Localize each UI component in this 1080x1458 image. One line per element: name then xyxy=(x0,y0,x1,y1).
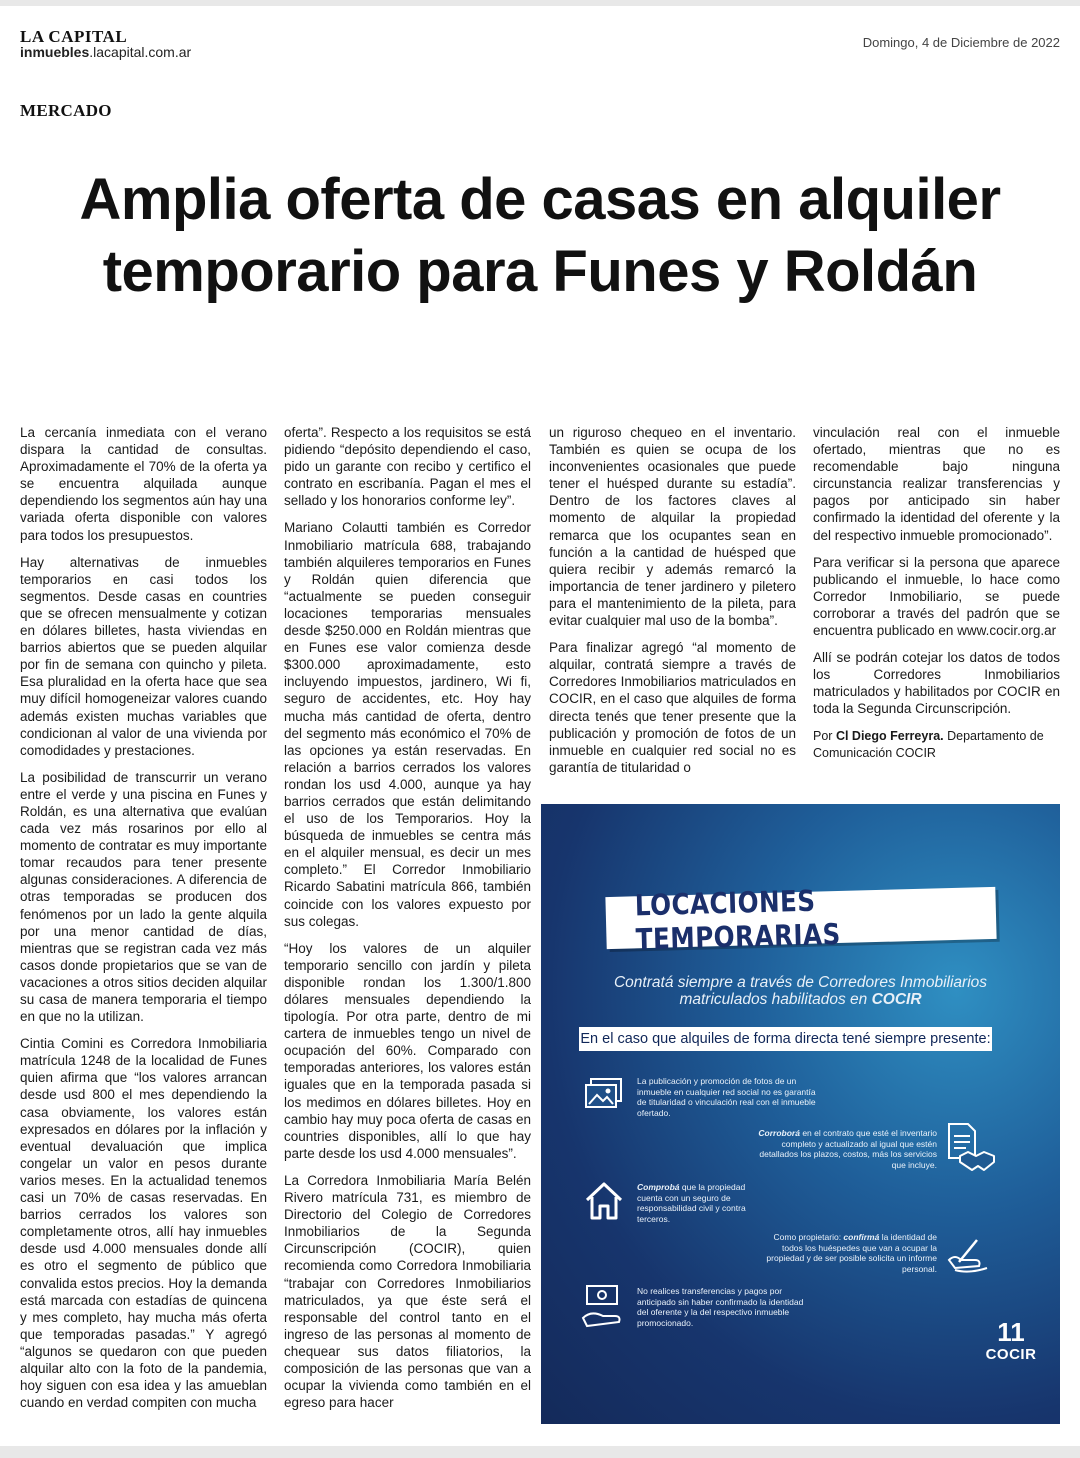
column-1 xyxy=(20,424,267,1421)
site-url-bold: inmuebles xyxy=(20,44,90,60)
money-transfer-icon xyxy=(581,1282,625,1335)
tip-5: No realices transferencias y pagos por anticipado sin haber confirmado la identidad del oferente y la del respectivo inmueble promocionado. xyxy=(637,1286,804,1328)
tagline-brand: COCIR xyxy=(871,991,922,1008)
column-3 xyxy=(549,424,796,786)
byline: Por Cl Diego Ferreyra. Departamento de Comunicación COCIR xyxy=(813,728,1044,760)
tip-3: Comprobá que la propiedad cuenta con un seguro de responsabilidad civil y contra terceros. xyxy=(637,1182,746,1224)
bottom-bar xyxy=(0,1446,1080,1458)
paragraph: La Corredora Inmobiliaria María Belén Rivero matrícula 731, es miembro de Directorio del Colegio de Corredores Inmobiliarios de la Segunda Circunscripción (COCIR), quien recomienda como Corredora Inmobiliaria “trabajar con Corredores Inmobiliarios matriculados, ya que éste será el responsable del control tanto en el ingreso de las personas al momento de chequear sus datos filiatorios, la composición de las personas que van a ocupar la vivienda como también en el egreso para hacer xyxy=(284,1172,531,1411)
paragraph: La cercanía inmediata con el verano dispara la cantidad de consultas. Aproximadamente el 70% de la oferta ya se encuentra alquilada aunque dependiendo los segmentos aún hay una variada oferta disponible con valores para todos los presupuestos. xyxy=(20,425,267,543)
site-url-rest: .lacapital.com.ar xyxy=(89,44,192,60)
paragraph: “Hoy los valores de un alquiler temporario sencillo con jardín y pileta disponible rondan los 1.300/1.800 dólares mensuales dependiendo la tipología. Por otra parte, dentro de mi cartera de inmuebles tengo un nivel de ocupación del 60%. Comparado con temporadas anteriores, los valores están iguales que en la temporada pasada si los medimos en dólares billetes. Hoy en cambio hay muy poca oferta de casas en countries disponibles, allí lo que hay parte desde los usd 4.000 mensuales”. xyxy=(284,940,531,1161)
infographic-strip: En el caso que alquiles de forma directa tené siempre presente: xyxy=(579,1027,992,1051)
infographic-title-banner xyxy=(605,883,996,957)
paragraph: oferta”. Respecto a los requisitos se está pidiendo “depósito dependiendo el caso, pido un garante con recibo y certifico el contrato en escribanía. Pagan el mes el sellado y los honorarios conforme ley”. xyxy=(284,425,531,509)
byline-author: Cl Diego Ferreyra. xyxy=(835,728,944,743)
issue-date: Domingo, 4 de Diciembre de 2022 xyxy=(862,35,1060,50)
infographic-tagline: Contratá siempre a través de Corredores Inmobiliarios matriculados habilitados en COCIR xyxy=(613,974,988,1008)
paragraph: Hay alternativas de inmuebles temporarios en casi todos los segmentos. Desde casas en countries que se ofrecen mensualmente y cotizan en dólares billetes, hasta viviendas en barrios abiertos que se pueden alquilar por fin de semana con quincho y pileta. Esa pluralidad en la oferta hace que sea muy difícil homogeneizar valores cuando además existen muchas variables que condicionan al valor de una vivienda por comodidades y prestaciones. xyxy=(20,554,267,758)
tip-1: La publicación y promoción de fotos de un inmueble en cualquier red social no es garantía de titularidad o vinculación real con el inmueble ofertado. xyxy=(637,1076,816,1118)
paragraph: La posibilidad de transcurrir un verano entre el verde y una piscina en Funes y Roldán, es una alternativa que evalúan cada vez más rosarinos por ello al momento de contratar es muy importante tomar recaudos para tener presente algunas consideraciones. A diferencia de otras temporadas se producen dos fenómenos por un lado la gente alquila por una menor cantidad de días, mientras que se registran cada vez más casos donde propietarios que se van de vacaciones a otros sitios deciden alquilar su casa de manera temporaria el tiempo en que no la utilizan. xyxy=(20,769,267,1025)
column-2 xyxy=(284,424,531,1421)
section-label: MERCADO xyxy=(20,101,112,120)
paragraph: Para finalizar agregó “al momento de alquilar, contratá siempre a través de Corredores Inmobiliarios matriculados en COCIR, en el caso que alquiles de forma directa tenés que tener presente que la publicación y promoción de fotos de un inmueble en cualquier red social no es garantía de titularidad o xyxy=(549,640,796,775)
cocir-logo-number: 11 xyxy=(997,1317,1025,1347)
cocir-logo-text: COCIR xyxy=(985,1346,1037,1363)
paragraph: Mariano Colautti también es Corredor Inmobiliario matrícula 688, trabajando también alquileres temporarios en Funes y Roldán quien diferencia que “actualmente se pueden conseguir locaciones temporarias mensuales desde $250.000 en Roldán mientras que en Funes ese valor comienza desde $300.000 aproximadamente, esto incluyendo impuestos, jardinero, Wi fi, seguro de accidentes, etc. Hoy hay mucha más cantidad de oferta, dentro del segmento más económico el 70% de las opciones ya están reservadas. En relación a barrios cerrados los valores rondan los usd 4.000, aunque ya hay barrios cerrados que están delimitando el uso de los Temporarios. Hoy la búsqueda de inmuebles se centra más en el alquiler mensual, es decir un mes completo.” El Corredor Inmobiliario Ricardo Sabatini matrícula 866, también coincide con los valores expuesto por sus colegas. xyxy=(284,520,531,929)
column-4 xyxy=(813,424,1060,772)
handshake-icon xyxy=(958,1148,996,1179)
hand-writing-icon xyxy=(945,1234,991,1279)
paragraph: vinculación real con el inmueble ofertado, mientras que no es recomendable bajo ninguna circunstancia realizar transferencias y pagos por anticipado sin haber confirmado la identidad del oferente y la del respectivo inmueble promocionado”. xyxy=(813,425,1060,543)
cocir-logo xyxy=(981,1318,1041,1363)
paragraph: Para verificar si la persona que aparece publicando el inmueble, lo hace como Corredor Inmobiliario, se puede corroborar a través del padrón que se encuentra publicado en www.cocir.org.ar xyxy=(813,554,1060,639)
infographic xyxy=(541,804,1060,1424)
tip-2: Corroborá en el contrato que esté el inventario completo y actualizado al igual que estén detallados los plazos, costos, más los servicios que incluye. xyxy=(758,1128,937,1170)
paragraph: Allí se podrán cotejar los datos de todos los Corredores Inmobiliarios matriculados y habilitados por COCIR en toda la Segunda Circunscripción. xyxy=(813,650,1060,717)
house-icon xyxy=(583,1180,625,1227)
site-url[interactable] xyxy=(20,44,191,60)
newspaper-logo: LA CAPITAL xyxy=(20,27,128,46)
paragraph: Cintia Comini es Corredora Inmobiliaria matrícula 1248 de la localidad de Funes quien afirma que “los valores arrancan desde usd 800 el mes dependiendo la casa obviamente, los valores están expresados en dólares por la inflación y eventual devaluación que implica congelar un valor en pesos durante varios meses. En la actualidad tenemos casi un 70% de casas reservadas. En barrios cerrados los valores son completamente otros, allí hay inmuebles desde usd 4.000 mensuales donde allí es otro el segmento de público que convalida estos precios. Hoy la demanda está marcada con estadías de quincena y mes completo, hay mucha más oferta que temporadas pasadas.” Y agregó “algunos se quedaron con que pueden alquilar alto con la foto de la pandemia, hoy siguen con esa idea y las amueblan cuando en verdad compiten con mucha xyxy=(20,1036,267,1411)
photos-icon xyxy=(581,1076,625,1121)
top-bar xyxy=(0,0,1080,6)
infographic-title: LOCACIONES TEMPORARIAS xyxy=(634,883,842,957)
paragraph: un riguroso chequeo en el inventario. También es quien se ocupa de los inconvenientes ocasionales que puede tener el huésped durante su estadía”. Dentro de los factores claves al momento de alquilar la propiedad remarca que los ocupantes sean en función a la cantidad de huésped que quiera recibir y además remarcó la importancia de tener jardinero y piletero para el mantenimiento de la pileta, para evitar cualquier mal uso de la bomba”. xyxy=(549,425,796,629)
headline: Amplia oferta de casas en alquiler temporario para Funes y Roldán xyxy=(79,167,1001,304)
tip-4: Como propietario: confirmá la identidad de todos los huéspedes que van a ocupar la propiedad y de ser posible solicita un informe personal. xyxy=(766,1232,937,1274)
